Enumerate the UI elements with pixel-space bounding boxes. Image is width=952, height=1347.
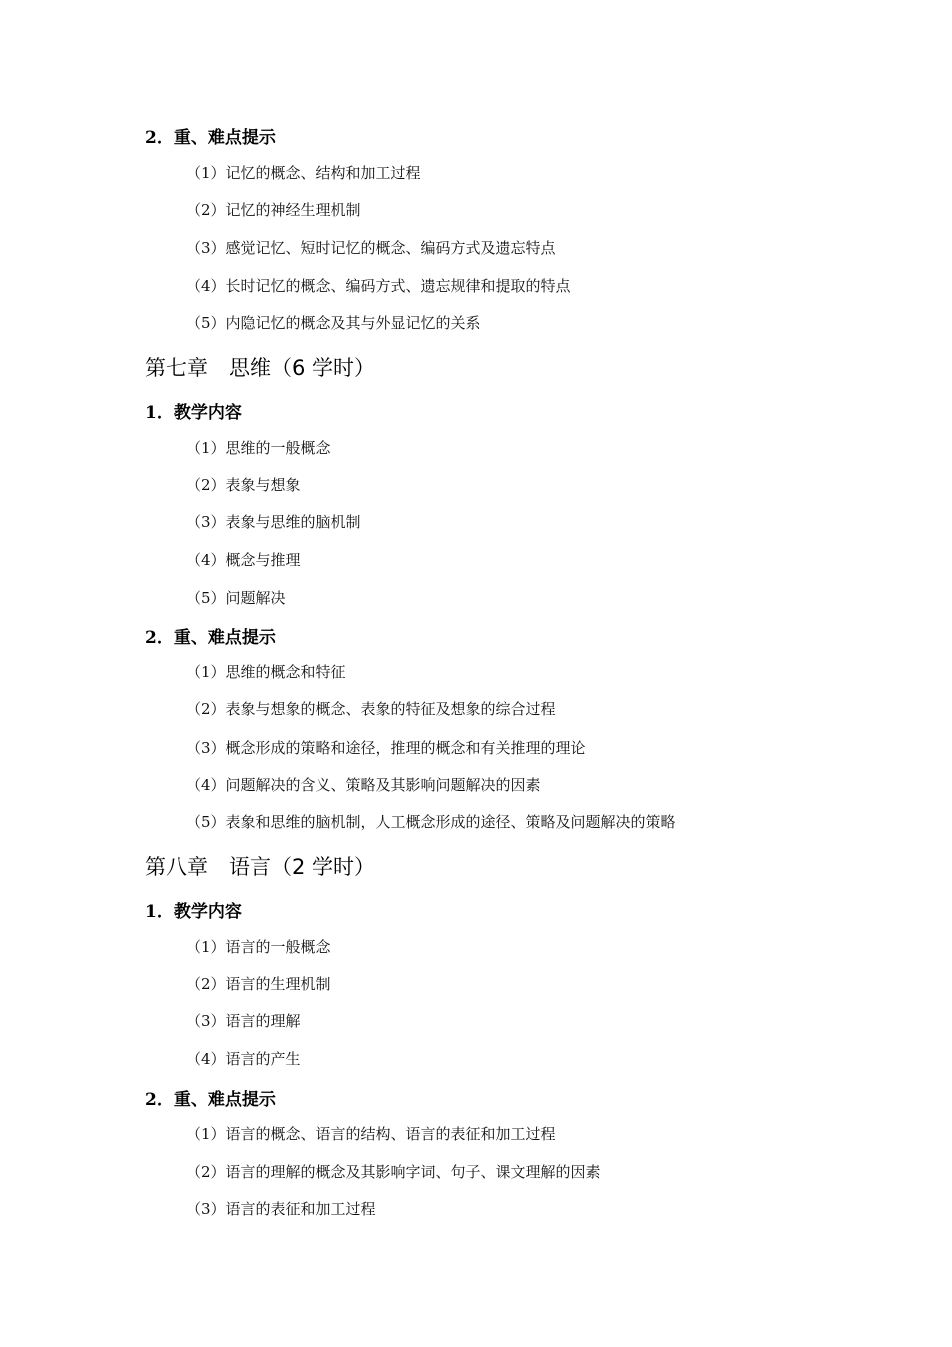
list-item: （4）概念与推理 (186, 551, 301, 569)
section-heading: 1．教学内容 (145, 902, 242, 922)
list-item: （4）语言的产生 (186, 1050, 301, 1068)
list-item: （1）语言的概念、语言的结构、语言的表征和加工过程 (186, 1125, 556, 1143)
list-item: （3）语言的理解 (186, 1012, 301, 1030)
list-item: （1）思维的概念和特征 (186, 663, 346, 681)
list-item: （1）记忆的概念、结构和加工过程 (186, 164, 421, 182)
chapter-title: 第八章 语言（2 学时） (145, 855, 376, 879)
list-item: （2）表象与想象的概念、表象的特征及想象的综合过程 (186, 700, 556, 718)
list-item: （3）感觉记忆、短时记忆的概念、编码方式及遗忘特点 (186, 239, 556, 257)
list-item: （2）语言的生理机制 (186, 975, 331, 993)
list-item: （3）表象与思维的脑机制 (186, 513, 361, 531)
list-item: （4）问题解决的含义、策略及其影响问题解决的因素 (186, 776, 541, 794)
section-heading: 2．重、难点提示 (145, 628, 276, 648)
section-heading: 1．教学内容 (145, 403, 242, 423)
section-heading: 2．重、难点提示 (145, 128, 276, 148)
list-item: （3）语言的表征和加工过程 (186, 1200, 376, 1218)
list-item: （5）表象和思维的脑机制，人工概念形成的途径、策略及问题解决的策略 (186, 813, 676, 831)
chapter-title: 第七章 思维（6 学时） (145, 356, 376, 380)
list-item: （2）表象与想象 (186, 476, 301, 494)
list-item: （1）语言的一般概念 (186, 938, 331, 956)
list-item: （2）记忆的神经生理机制 (186, 201, 361, 219)
list-item: （3）概念形成的策略和途径，推理的概念和有关推理的理论 (186, 739, 586, 757)
list-item: （2）语言的理解的概念及其影响字词、句子、课文理解的因素 (186, 1163, 601, 1181)
list-item: （5）内隐记忆的概念及其与外显记忆的关系 (186, 314, 481, 332)
list-item: （5）问题解决 (186, 589, 286, 607)
list-item: （1）思维的一般概念 (186, 439, 331, 457)
section-heading: 2．重、难点提示 (145, 1090, 276, 1110)
list-item: （4）长时记忆的概念、编码方式、遗忘规律和提取的特点 (186, 277, 571, 295)
